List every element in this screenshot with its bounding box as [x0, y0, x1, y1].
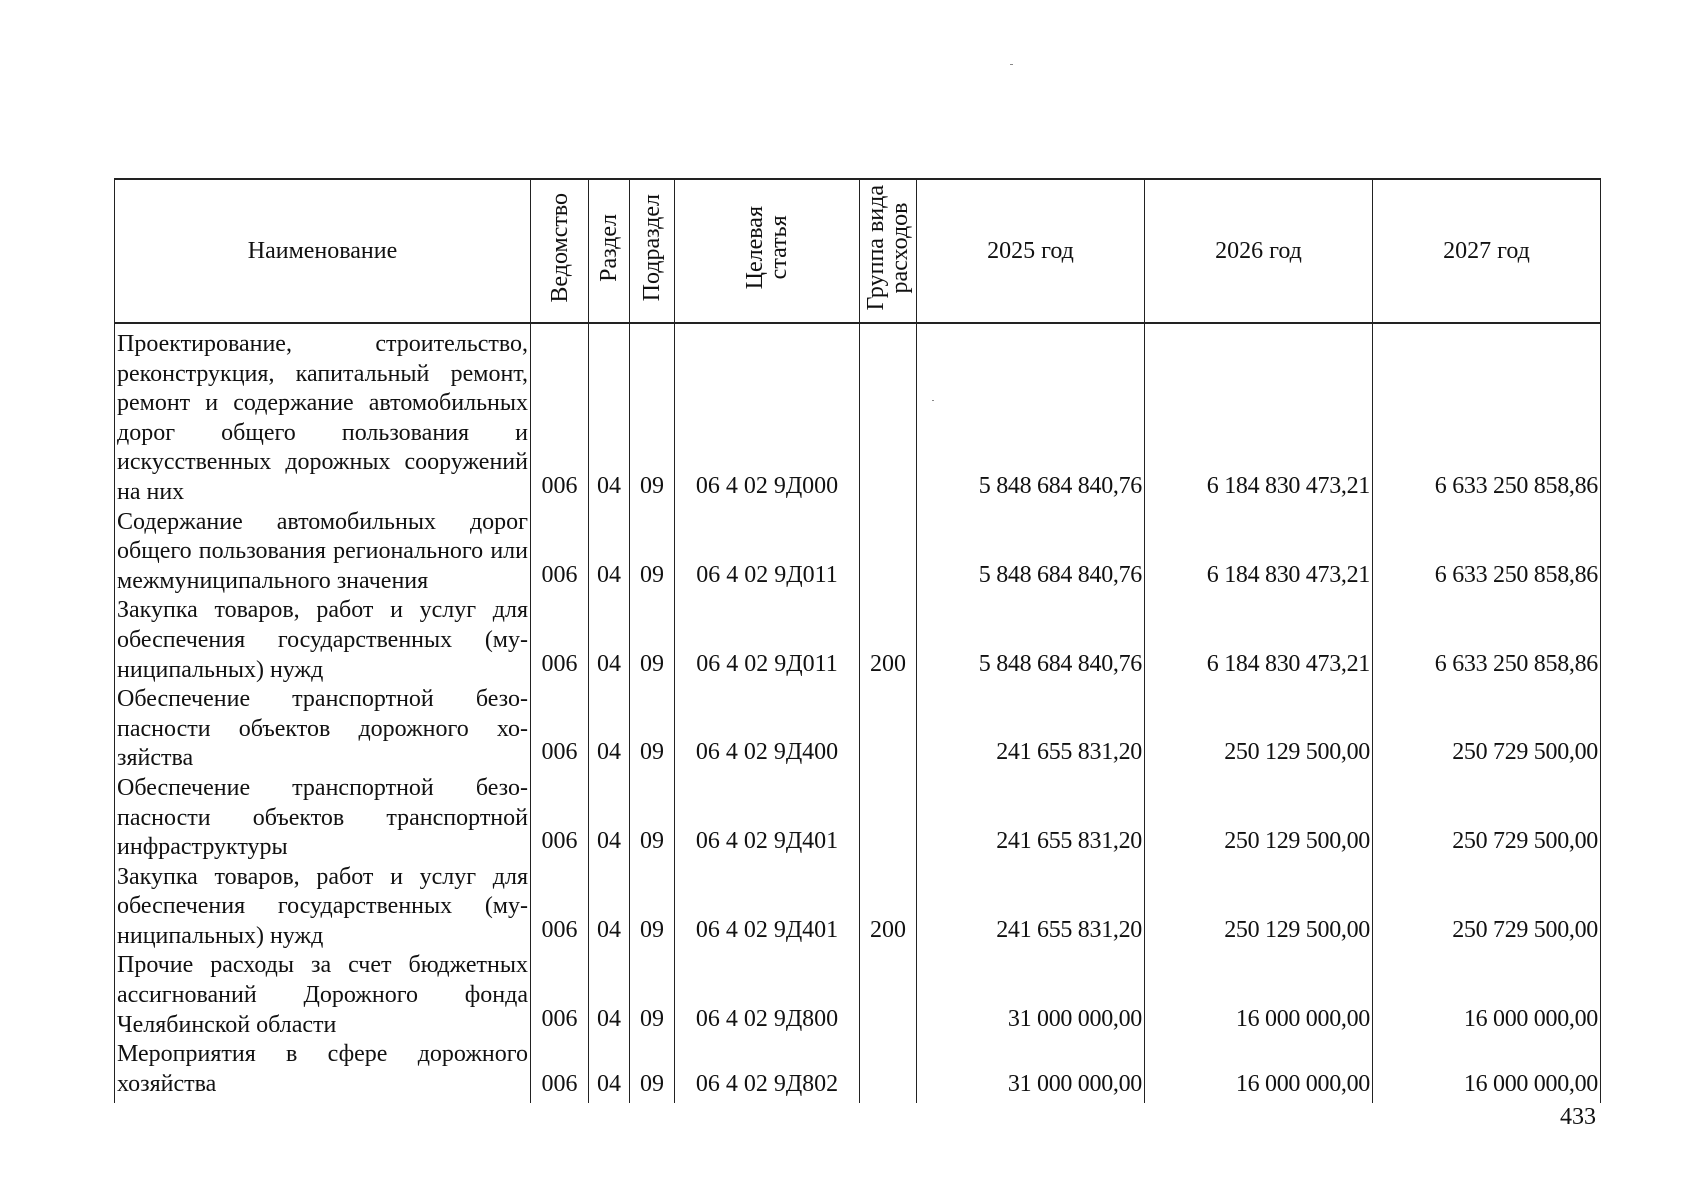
- row-subsection: 09: [630, 863, 675, 952]
- header-year-2026: 2026 год: [1145, 179, 1373, 323]
- row-name: Прочие расходы за счет бюджетных ассигнований Дорожного фонда Челябинской области: [115, 951, 531, 1040]
- row-department: 006: [531, 508, 589, 597]
- row-subsection: 09: [630, 774, 675, 863]
- row-amount-2025: 5 848 684 840,76: [917, 508, 1145, 597]
- row-target-article: 06 4 02 9Д011: [675, 596, 860, 685]
- header-year-2025: 2025 год: [917, 179, 1145, 323]
- row-target-article: 06 4 02 9Д401: [675, 774, 860, 863]
- row-department: 006: [531, 774, 589, 863]
- row-section: 04: [589, 774, 630, 863]
- header-name: Наименование: [115, 179, 531, 323]
- row-amount-2027: 6 633 250 858,86: [1373, 596, 1601, 685]
- header-target-article-line1: Целевая: [742, 205, 768, 290]
- row-department: 006: [531, 951, 589, 1040]
- header-expense-group: [860, 179, 917, 323]
- row-department: 006: [531, 685, 589, 774]
- row-subsection: 09: [630, 1040, 675, 1103]
- page-number: 433: [1560, 1104, 1596, 1130]
- header-target-article-label: [743, 206, 791, 289]
- header-subsection-label: Подраздел: [639, 193, 665, 302]
- row-amount-2027: 6 633 250 858,86: [1373, 323, 1601, 508]
- header-department: [531, 179, 589, 323]
- row-expense-group: 200: [860, 863, 917, 952]
- table-row: [115, 323, 1601, 508]
- row-amount-2026: 250 129 500,00: [1145, 863, 1373, 952]
- table-header-row: [115, 179, 1601, 323]
- table-row: [115, 1040, 1601, 1103]
- scan-speck: [1010, 64, 1013, 65]
- header-expense-group-line1: Группа вида: [863, 184, 889, 311]
- header-target-article: [675, 179, 860, 323]
- row-subsection: 09: [630, 951, 675, 1040]
- row-subsection: 09: [630, 596, 675, 685]
- header-department-label: Ведомство: [546, 192, 573, 303]
- row-amount-2026: 16 000 000,00: [1145, 1040, 1373, 1103]
- row-name: Мероприятия в сфере дорожного хозяйства: [115, 1040, 531, 1103]
- row-amount-2026: 250 129 500,00: [1145, 685, 1373, 774]
- header-subsection: [630, 179, 675, 323]
- row-subsection: 09: [630, 685, 675, 774]
- row-department: 006: [531, 1040, 589, 1103]
- header-expense-group-label: [864, 185, 912, 310]
- row-department: 006: [531, 323, 589, 508]
- header-expense-group-line2: расходов: [887, 202, 913, 293]
- row-amount-2025: 5 848 684 840,76: [917, 596, 1145, 685]
- row-amount-2026: 6 184 830 473,21: [1145, 596, 1373, 685]
- row-section: 04: [589, 596, 630, 685]
- row-name: Обеспечение транспортной безопасности объектов транспортной инфраструктуры: [115, 774, 531, 863]
- table-row: [115, 685, 1601, 774]
- row-department: 006: [531, 863, 589, 952]
- row-amount-2027: 6 633 250 858,86: [1373, 508, 1601, 597]
- row-amount-2025: 241 655 831,20: [917, 685, 1145, 774]
- row-expense-group: [860, 323, 917, 508]
- table-row: [115, 863, 1601, 952]
- row-subsection: 09: [630, 323, 675, 508]
- row-target-article: 06 4 02 9Д011: [675, 508, 860, 597]
- row-target-article: 06 4 02 9Д401: [675, 863, 860, 952]
- row-section: 04: [589, 1040, 630, 1103]
- header-section: [589, 179, 630, 323]
- row-expense-group: 200: [860, 596, 917, 685]
- row-department: 006: [531, 596, 589, 685]
- row-amount-2027: 250 729 500,00: [1373, 685, 1601, 774]
- table-row: [115, 508, 1601, 597]
- row-amount-2025: 31 000 000,00: [917, 951, 1145, 1040]
- row-subsection: 09: [630, 508, 675, 597]
- row-expense-group: [860, 508, 917, 597]
- row-name: Закупка товаров, работ и услуг для обеспечения государственных (муниципальных) нужд: [115, 863, 531, 952]
- row-name: Проектирование, строительство, реконструкция, капитальный ремонт, ремонт и содержание автомобильных дорог общего пользования и искусственных дорожных сооружений на них: [115, 323, 531, 508]
- header-year-2027: 2027 год: [1373, 179, 1601, 323]
- table-row: [115, 951, 1601, 1040]
- row-target-article: 06 4 02 9Д802: [675, 1040, 860, 1103]
- header-section-label: Раздел: [596, 213, 622, 282]
- row-target-article: 06 4 02 9Д000: [675, 323, 860, 508]
- row-amount-2026: 6 184 830 473,21: [1145, 323, 1373, 508]
- row-target-article: 06 4 02 9Д800: [675, 951, 860, 1040]
- row-amount-2027: 16 000 000,00: [1373, 951, 1601, 1040]
- row-amount-2026: 16 000 000,00: [1145, 951, 1373, 1040]
- row-name: Содержание автомобильных дорог общего пользования регионального или межмуниципального значения: [115, 508, 531, 597]
- row-amount-2025: 31 000 000,00: [917, 1040, 1145, 1103]
- table-row: [115, 596, 1601, 685]
- row-section: 04: [589, 685, 630, 774]
- row-amount-2025: 5 848 684 840,76: [917, 323, 1145, 508]
- budget-table: [114, 178, 1601, 1103]
- row-section: 04: [589, 323, 630, 508]
- row-section: 04: [589, 951, 630, 1040]
- row-amount-2026: 6 184 830 473,21: [1145, 508, 1373, 597]
- header-target-article-line2: статья: [766, 215, 792, 280]
- row-expense-group: [860, 774, 917, 863]
- row-section: 04: [589, 863, 630, 952]
- row-amount-2027: 250 729 500,00: [1373, 863, 1601, 952]
- row-expense-group: [860, 951, 917, 1040]
- row-amount-2025: 241 655 831,20: [917, 774, 1145, 863]
- row-amount-2025: 241 655 831,20: [917, 863, 1145, 952]
- row-expense-group: [860, 685, 917, 774]
- row-name: Обеспечение транспортной безопасности объектов дорожного хозяйства: [115, 685, 531, 774]
- table-row: [115, 774, 1601, 863]
- row-name: Закупка товаров, работ и услуг для обеспечения государственных (муниципальных) нужд: [115, 596, 531, 685]
- row-amount-2027: 250 729 500,00: [1373, 774, 1601, 863]
- row-section: 04: [589, 508, 630, 597]
- row-amount-2027: 16 000 000,00: [1373, 1040, 1601, 1103]
- row-expense-group: [860, 1040, 917, 1103]
- row-target-article: 06 4 02 9Д400: [675, 685, 860, 774]
- row-amount-2026: 250 129 500,00: [1145, 774, 1373, 863]
